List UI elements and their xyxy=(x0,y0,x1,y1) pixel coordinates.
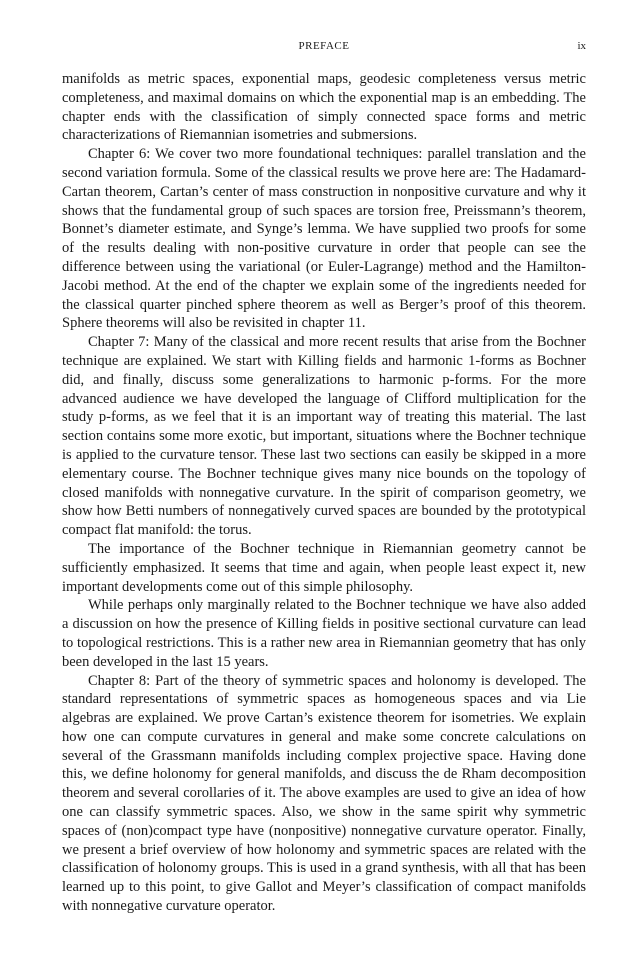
running-title: PREFACE xyxy=(298,40,350,52)
paragraph-chapter-5-continued: manifolds as metric spaces, exponential maps, geodesic completeness versus metric completeness, and maximal domains on which the exponential map is an embedding. The chapter ends with the classification of simply connected space forms and metric characterizations of Riemannian isometries and submersions. xyxy=(62,71,586,144)
paragraph-chapter-7: Chapter 7: Many of the classical and more recent results that arise from the Bochner technique are explained. We start with Killing fields and harmonic 1-forms as Bochner did, and finally, discuss some generalizations to harmonic p-forms. For the more advanced audience we have developed the language of Clifford multiplication for the study p-forms, as we feel that it is an important way of treating this material. The last section contains some more exotic, but important, situations where the Bochner technique is applied to the curvature tensor. These last two sections can easily be skipped in a more elementary course. The Bochner technique gives many nice bounds on the topology of closed manifolds with nonnegative curvature. In the spirit of comparison geometry, we show how Betti numbers of nonnegatively curved spaces are bounded by the prototypical compact flat manifold: the torus. xyxy=(62,334,586,539)
page-body xyxy=(62,70,586,916)
paragraph-chapter-8: Chapter 8: Part of the theory of symmetric spaces and holonomy is developed. The standard representations of symmetric spaces as homogeneous spaces and via Lie algebras are explained. We prove Cartan’s existence theorem for isometries. We explain how one can compute curvatures in general and make some concrete calculations on several of the Grassmann manifolds including complex projective space. Having done this, we define holonomy for general manifolds, and discuss the de Rham decomposition theorem and several corollaries of it. The above examples are used to give an idea of how one can classify symmetric spaces. Also, we show in the same spirit why symmetric spaces of (non)compact type have (nonpositive) nonnegative curvature operator. Finally, we present a brief overview of how holonomy and symmetric spaces are related with the classification of holonomy groups. This is used in a grand synthesis, with all that has been learned up to this point, to give Gallot and Meyer’s classification of compact manifolds with nonnegative curvature operator. xyxy=(62,672,586,915)
page-number: ix xyxy=(577,40,586,52)
paragraph-chapter-6: Chapter 6: We cover two more foundational techniques: parallel translation and the second variation formula. Some of the classical results we prove here are: The Hadamard-Cartan theorem, Cartan’s center of mass construction in nonpositive curvature and why it shows that the fundamental group of such spaces are torsion free, Preissmann’s theorem, Bonnet’s diameter estimate, and Synge’s lemma. We have supplied two proofs for some of the results dealing with non-positive curvature in order that people can see the difference between using the variational (or Euler-Lagrange) method and the Hamilton-Jacobi method. At the end of the chapter we explain some of the ingredients needed for the classical quarter pinched sphere theorem as well as Berger’s proof of this theorem. Sphere theorems will also be revisited in chapter 11. xyxy=(62,146,586,332)
paragraph-bochner-importance: The importance of the Bochner technique in Riemannian geometry cannot be sufficiently emphasized. It seems that time and again, when people least expect it, new important developments come out of this simple philosophy. xyxy=(62,540,586,595)
running-header xyxy=(62,40,586,56)
paragraph-killing-fields: While perhaps only marginally related to the Bochner technique we have also added a discussion on how the presence of Killing fields in positive sectional curvature can lead to topological restrictions. This is a rather new area in Riemannian geometry that has only been developed in the last 15 years. xyxy=(62,597,586,670)
book-page xyxy=(62,40,586,916)
